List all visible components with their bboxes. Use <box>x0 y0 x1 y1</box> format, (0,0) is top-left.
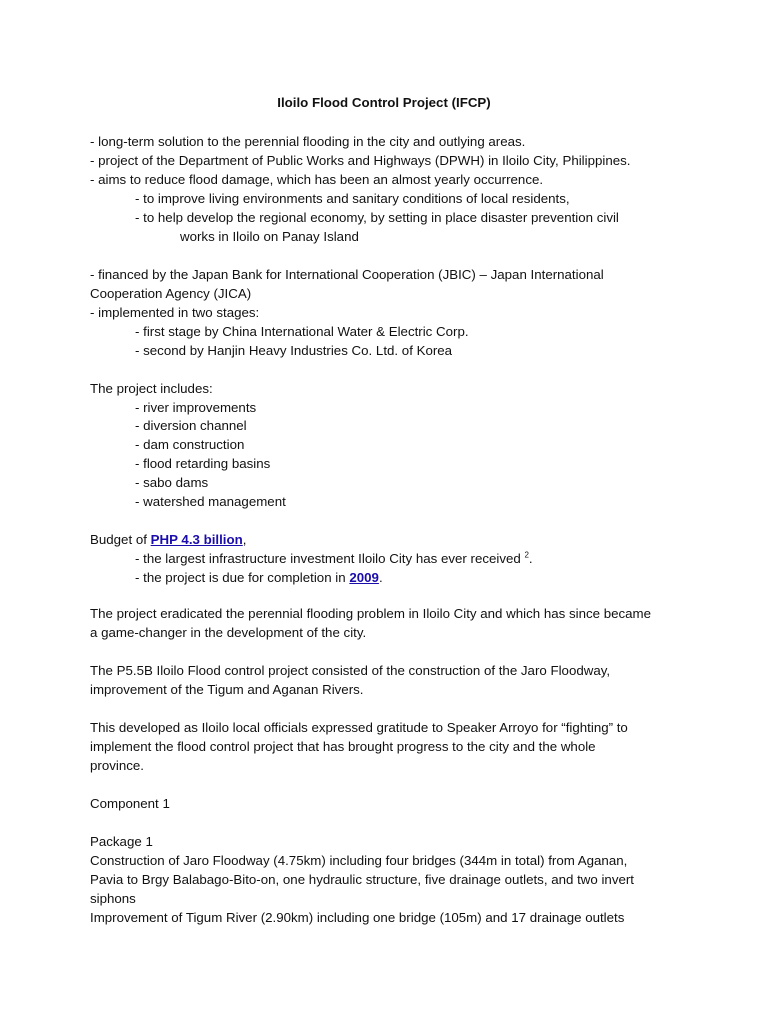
intro-line: - long-term solution to the perennial flooding in the city and outlying areas. <box>90 134 526 149</box>
includes-item: - dam construction <box>135 437 245 452</box>
investment-text: - the largest infrastructure investment Iloilo City has ever received <box>135 551 525 566</box>
budget-investment-line <box>135 549 533 568</box>
completion-end: . <box>378 570 383 585</box>
includes-item: - river improvements <box>135 400 257 415</box>
includes-item: - flood retarding basins <box>135 456 271 471</box>
paragraph-line: The project eradicated the perennial flooding problem in Iloilo City and which has since became <box>90 606 652 621</box>
paragraph-line: This developed as Iloilo local officials expressed gratitude to Speaker Arroyo for “fighting” to <box>90 720 628 735</box>
aim-item: - to improve living environments and sanitary conditions of local residents, <box>135 191 570 206</box>
package-heading: Package 1 <box>90 834 153 849</box>
package-line: Improvement of Tigum River (2.90km) including one bridge (105m) and 17 drainage outlets <box>90 910 625 925</box>
footnote-marker: 2 <box>524 550 529 560</box>
package-line: Pavia to Brgy Balabago-Bito-on, one hydraulic structure, five drainage outlets, and two invert <box>90 872 634 887</box>
includes-item: - watershed management <box>135 494 286 509</box>
paragraph-line: province. <box>90 758 144 773</box>
component-heading: Component 1 <box>90 796 170 811</box>
budget-link[interactable]: PHP 4.3 billion <box>150 532 243 547</box>
aim-item: - to help develop the regional economy, by setting in place disaster prevention civil <box>135 210 619 225</box>
investment-end: . <box>528 551 533 566</box>
aim-item-continuation: works in Iloilo on Panay Island <box>180 229 359 244</box>
includes-heading: The project includes: <box>90 381 213 396</box>
stage-item: - second by Hanjin Heavy Industries Co. Ltd. of Korea <box>135 343 453 358</box>
budget-line <box>90 530 246 549</box>
financing-line: Cooperation Agency (JICA) <box>90 286 252 301</box>
includes-item: - diversion channel <box>135 418 247 433</box>
package-line: Construction of Jaro Floodway (4.75km) including four bridges (344m in total) from Aganan, <box>90 853 628 868</box>
completion-year-link[interactable]: 2009 <box>349 570 379 585</box>
completion-text: - the project is due for completion in <box>135 570 350 585</box>
includes-item: - sabo dams <box>135 475 209 490</box>
stage-item: - first stage by China International Water & Electric Corp. <box>135 324 469 339</box>
intro-line: - project of the Department of Public Works and Highways (DPWH) in Iloilo City, Philippines. <box>90 153 631 168</box>
financing-line: - financed by the Japan Bank for International Cooperation (JBIC) – Japan International <box>90 267 604 282</box>
paragraph-line: implement the flood control project that has brought progress to the city and the whole <box>90 739 596 754</box>
package-line: siphons <box>90 891 136 906</box>
budget-prefix: Budget of <box>90 532 151 547</box>
paragraph-line: The P5.5B Iloilo Flood control project consisted of the construction of the Jaro Floodway, <box>90 663 611 678</box>
paragraph-line: improvement of the Tigum and Aganan Rivers. <box>90 682 364 697</box>
stages-intro: - implemented in two stages: <box>90 305 260 320</box>
budget-completion-line <box>135 568 383 587</box>
document-title: Iloilo Flood Control Project (IFCP) <box>277 95 491 110</box>
intro-line: - aims to reduce flood damage, which has been an almost yearly occurrence. <box>90 172 544 187</box>
budget-suffix: , <box>242 532 247 547</box>
paragraph-line: a game-changer in the development of the city. <box>90 625 367 640</box>
